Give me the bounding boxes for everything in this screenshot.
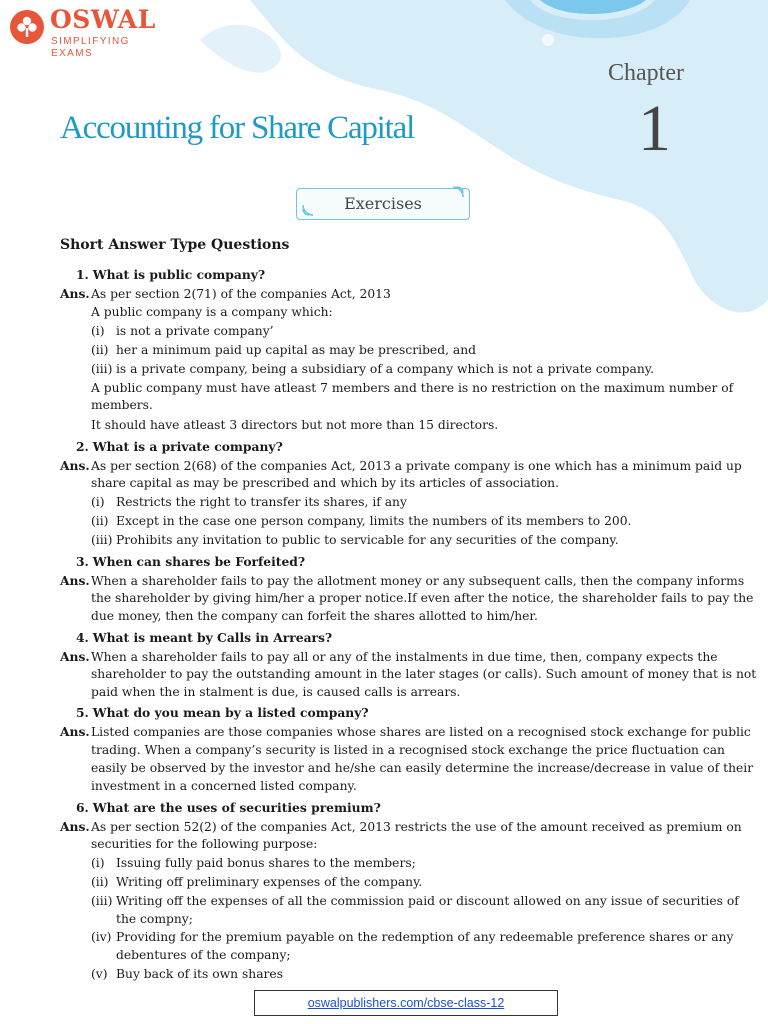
paragraph-text: shareholder to pay the outstanding amount in the later stages (or calls). Such amount of money that is not [91,667,757,681]
answer-paragraph-line [91,835,317,854]
paragraph-text: investment in a concerned listed company. [91,779,357,793]
list-item-text: Restricts the right to transfer its shares, if any [116,495,407,509]
list-item-text: Prohibits any invitation to public to servicable for any securities of the company. [116,533,619,547]
list-item [91,493,407,512]
question-number: 4. [76,630,89,645]
answer-text: Listed companies are those companies whose shares are listed on a recognised stock exchange for public [91,725,751,739]
list-item [91,873,422,892]
question-text: What are the uses of securities premium? [92,800,381,815]
list-item-number: (iv) [91,930,112,944]
question [76,703,369,723]
list-item [91,892,739,911]
list-item-number: (iii) [91,533,113,547]
list-item-number: (ii) [91,514,109,528]
list-item-number: (i) [91,324,105,338]
question-number: 1. [76,267,89,282]
question [76,265,265,285]
signal-waves-right-icon [445,185,465,199]
answer-paragraph-line [91,396,153,415]
list-item-text: debentures of the company; [116,948,291,962]
answer-line [60,722,751,742]
question-text: What is meant by Calls in Arrears? [92,630,333,645]
list-item-continuation [116,946,291,965]
answer-paragraph-line [91,741,725,760]
answer-text: When a shareholder fails to pay all or any of the instalments in due time, then, company expects the [91,650,718,664]
list-item [91,512,631,531]
chapter-title: Accounting for Share Capital [60,110,415,146]
list-item-text: is a private company, being a subsidiary of a company which is not a private company. [116,362,655,376]
list-item [91,854,416,873]
answer-paragraph-line [91,474,559,493]
answer-paragraph-line [91,777,357,796]
answer-label: Ans. [60,458,90,473]
answer-text: As per section 52(2) of the companies Act, 2013 restricts the use of the amount received as premium on [91,820,742,834]
answer-text: As per section 2(68) of the companies Act, 2013 a private company is one which has a minimum paid up [91,459,742,473]
decor-blob-left [200,25,281,73]
paragraph-text: the shareholder by giving him/her a proper notice.If even after the notice, the shareholder fails to pay the [91,591,754,605]
chapter-label: Chapter [608,60,684,86]
paragraph-text: paid when the in stalment is due, is caused calls is arrears. [91,685,461,699]
list-item-text: her a minimum paid up capital as may be prescribed, and [116,343,477,357]
paragraph-text: due money, then the company can forfeit the shares allotted to him/her. [91,609,538,623]
list-item [91,928,733,947]
answer-paragraph-line [91,665,756,684]
list-item [91,341,476,360]
question-number: 2. [76,439,89,454]
list-item-number: (i) [91,856,105,870]
question [76,437,283,457]
question [76,798,381,818]
question-text: What is public company? [92,267,266,282]
brand-name: OSWAL [50,5,156,34]
paragraph-text: A public company is a company which: [91,305,333,319]
list-item [91,360,654,379]
answer-text: As per section 2(71) of the companies Act, 2013 [91,287,391,301]
paragraph-text: share capital as may be prescribed and which by its articles of association. [91,476,560,490]
list-item [91,322,274,341]
answer-paragraph-line [91,416,498,435]
answer-label: Ans. [60,286,90,301]
answer-paragraph-line [91,589,753,608]
list-item-number: (ii) [91,875,109,889]
section-heading: Short Answer Type Questions [60,237,290,253]
answer-paragraph-line [91,759,753,778]
oswal-logo [6,4,170,59]
paragraph-text: trading. When a company’s security is listed in a recognised stock exchange the price fluctuation can [91,743,725,757]
paragraph-text: members. [91,398,153,412]
list-item-text: Except in the case one person company, limits the numbers of its members to 200. [116,514,632,528]
list-item-text: Providing for the premium payable on the redemption of any redeemable preference shares or any [116,930,734,944]
answer-label: Ans. [60,819,90,834]
decor-bubble [542,34,554,46]
answer-line [60,284,391,304]
list-item-text: Issuing fully paid bonus shares to the members; [116,856,416,870]
chapter-number: 1 [638,92,671,165]
list-item-text: Writing off the expenses of all the commission paid or discount allowed on any issue of securities of [116,894,739,908]
question-number: 5. [76,705,89,720]
paragraph-text: It should have atleast 3 directors but not more than 15 directors. [91,418,499,432]
brand-tagline: SIMPLIFYING EXAMS [51,36,130,59]
question-text: What do you mean by a listed company? [92,705,369,720]
list-item-text: Writing off preliminary expenses of the company. [116,875,423,889]
answer-paragraph-line [91,683,460,702]
answer-label: Ans. [60,724,90,739]
list-item-number: (ii) [91,343,109,357]
list-item-continuation [116,910,193,929]
answer-label: Ans. [60,649,90,664]
question-text: When can shares be Forfeited? [92,554,306,569]
logo-flower-icon [10,10,44,44]
decor-blob-large [250,0,768,312]
list-item-number: (iii) [91,362,113,376]
answer-paragraph-line [91,303,333,322]
footer-link-box [254,990,558,1016]
paragraph-text: easily be observed by the investor and he/she can easily determine the increase/decrease in value of their [91,761,754,775]
question-number: 6. [76,800,89,815]
list-item-text: is not a private company’ [116,324,274,338]
list-item-text: Buy back of its own shares [116,967,284,981]
list-item-number: (v) [91,967,108,981]
footer-link[interactable]: oswalpublishers.com/cbse-class-12 [307,996,505,1010]
paragraph-text: securities for the following purpose: [91,837,318,851]
exercises-label: Exercises [344,194,422,213]
question [76,552,305,572]
list-item-number: (i) [91,495,105,509]
answer-text: When a shareholder fails to pay the allotment money or any subsequent calls, then the company informs [91,574,745,588]
exercises-banner [296,188,470,220]
list-item [91,965,283,984]
answer-paragraph-line [91,379,733,398]
list-item [91,531,619,550]
answer-paragraph-line [91,607,538,626]
answer-label: Ans. [60,573,90,588]
question-text: What is a private company? [92,439,283,454]
logo-flower-glyph [10,10,44,44]
list-item-text: the compny; [116,912,193,926]
signal-waves-left-icon [301,203,321,217]
question [76,628,332,648]
paragraph-text: A public company must have atleast 7 members and there is no restriction on the maximum number of [91,381,734,395]
list-item-number: (iii) [91,894,113,908]
question-number: 3. [76,554,89,569]
